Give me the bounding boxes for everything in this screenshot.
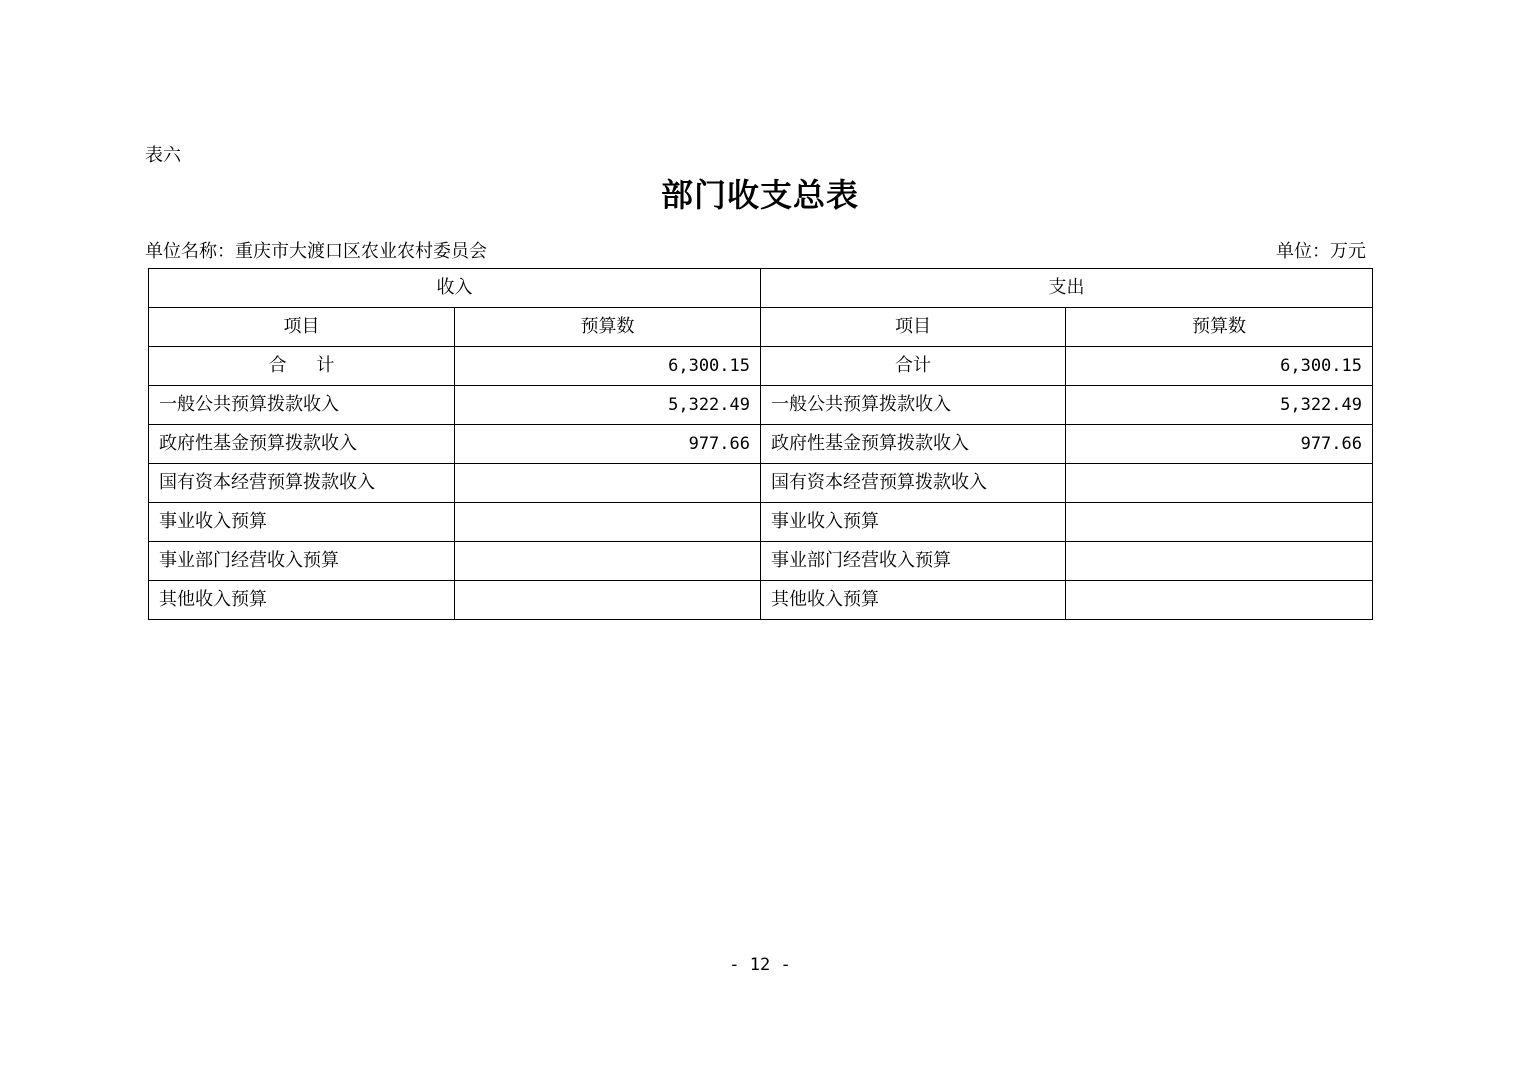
income-amount-cell — [455, 503, 761, 542]
table-row — [149, 581, 1373, 620]
table-row — [149, 542, 1373, 581]
expense-amount-cell: 5,322.49 — [1066, 386, 1373, 425]
income-item-cell: 其他收入预算 — [149, 581, 455, 620]
expense-item-cell: 事业部门经营收入预算 — [761, 542, 1066, 581]
income-amount-cell — [455, 464, 761, 503]
meta-row — [145, 239, 1366, 265]
income-item-header: 项目 — [149, 308, 455, 347]
income-item-cell: 一般公共预算拨款收入 — [149, 386, 455, 425]
unit-name: 单位名称：重庆市大渡口区农业农村委员会 — [145, 241, 487, 262]
income-amount-cell: 977.66 — [455, 425, 761, 464]
expense-item-cell: 一般公共预算拨款收入 — [761, 386, 1066, 425]
budget-summary-table — [148, 268, 1373, 620]
income-group-header: 收入 — [149, 269, 761, 308]
expense-group-header: 支出 — [761, 269, 1373, 308]
expense-amount-cell — [1066, 542, 1373, 581]
unit-label: 单位：万元 — [1276, 241, 1366, 262]
expense-amount-header: 预算数 — [1066, 308, 1373, 347]
expense-item-cell: 其他收入预算 — [761, 581, 1066, 620]
expense-amount-cell — [1066, 503, 1373, 542]
expense-item-cell: 国有资本经营预算拨款收入 — [761, 464, 1066, 503]
expense-amount-cell — [1066, 464, 1373, 503]
table-row — [149, 503, 1373, 542]
income-amount-header: 预算数 — [455, 308, 761, 347]
expense-amount-cell: 977.66 — [1066, 425, 1373, 464]
income-amount-cell — [455, 542, 761, 581]
income-item-cell: 政府性基金预算拨款收入 — [149, 425, 455, 464]
column-header-row — [149, 308, 1373, 347]
group-header-row — [149, 269, 1373, 308]
expense-item-cell: 合计 — [761, 347, 1066, 386]
expense-item-cell: 事业收入预算 — [761, 503, 1066, 542]
income-item-cell: 事业收入预算 — [149, 503, 455, 542]
table-row-total — [149, 347, 1373, 386]
expense-item-header: 项目 — [761, 308, 1066, 347]
expense-item-cell: 政府性基金预算拨款收入 — [761, 425, 1066, 464]
income-amount-cell — [455, 581, 761, 620]
income-amount-cell: 6,300.15 — [455, 347, 761, 386]
income-amount-cell: 5,322.49 — [455, 386, 761, 425]
page-title: 部门收支总表 — [660, 176, 859, 214]
table-label: 表六 — [145, 145, 181, 166]
income-item-cell: 国有资本经营预算拨款收入 — [149, 464, 455, 503]
income-item-cell: 合 计 — [149, 347, 455, 386]
table-row — [149, 386, 1373, 425]
expense-amount-cell — [1066, 581, 1373, 620]
expense-amount-cell: 6,300.15 — [1066, 347, 1373, 386]
income-item-cell: 事业部门经营收入预算 — [149, 542, 455, 581]
page-number: - 12 - — [729, 955, 791, 975]
table-row — [149, 425, 1373, 464]
table-row — [149, 464, 1373, 503]
